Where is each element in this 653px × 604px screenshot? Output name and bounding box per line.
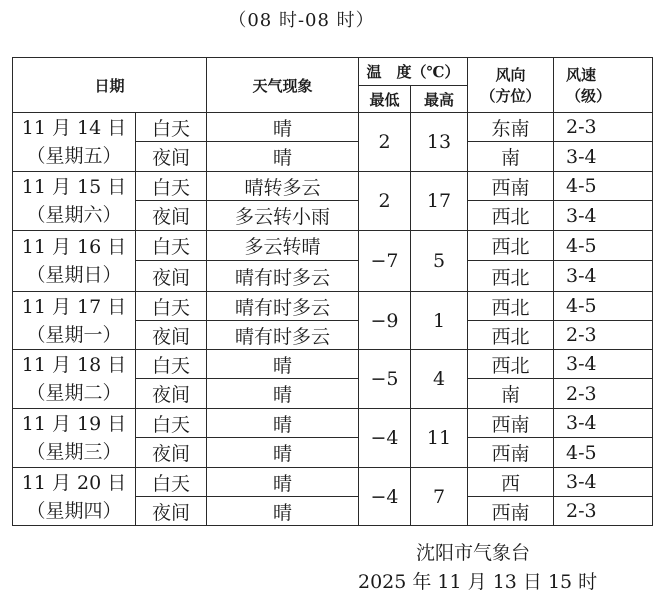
weekday-text: （星期一） xyxy=(26,323,122,346)
night-wind-speed: 2-3 xyxy=(554,497,653,526)
table-subtitle: （08 时-08 时） xyxy=(228,10,375,31)
temp-low: 2 xyxy=(359,172,411,231)
forecast-body xyxy=(13,113,653,526)
period-night-label: 夜间 xyxy=(136,497,207,526)
day-wind-speed: 3-4 xyxy=(554,468,653,497)
weekday-text: （星期二） xyxy=(26,382,122,404)
day-wind-direction: 西 xyxy=(468,468,554,497)
night-wind-speed: 3-4 xyxy=(554,201,653,231)
night-wind-speed: 4-5 xyxy=(554,438,653,468)
header-wind-direction xyxy=(468,58,554,113)
day-wind-direction: 西南 xyxy=(468,172,554,201)
temp-low: −9 xyxy=(359,292,411,350)
date-cell xyxy=(13,172,136,231)
header-wind-direction-label: 风向 xyxy=(495,66,526,84)
day-weather: 晴 xyxy=(207,409,359,438)
night-weather: 晴 xyxy=(207,438,359,468)
night-wind-direction: 南 xyxy=(468,142,554,172)
header-temp-low: 最低 xyxy=(359,86,411,113)
night-weather: 晴 xyxy=(207,379,359,409)
day-row xyxy=(13,468,653,497)
day-wind-direction: 西北 xyxy=(468,292,554,321)
night-wind-direction: 南 xyxy=(468,379,554,409)
issue-time: 2025 年 11 月 13 日 15 时 xyxy=(358,571,598,593)
day-wind-direction: 西北 xyxy=(468,231,554,261)
day-row xyxy=(13,231,653,261)
temp-high: 7 xyxy=(411,468,468,526)
date-text: 11 月 16 日 xyxy=(21,236,127,258)
header-temp-high: 最高 xyxy=(411,86,468,113)
day-row xyxy=(13,292,653,321)
temp-high: 11 xyxy=(411,409,468,468)
header-temperature: 温 度（℃） xyxy=(359,58,468,86)
temp-high: 4 xyxy=(411,350,468,409)
temp-high: 17 xyxy=(411,172,468,231)
header-wind-speed-sub: （级） xyxy=(566,87,612,105)
weekday-text: （星期六） xyxy=(26,204,122,226)
night-wind-direction: 西北 xyxy=(468,261,554,292)
day-row xyxy=(13,350,653,379)
night-weather: 晴有时多云 xyxy=(207,321,359,350)
day-weather: 晴 xyxy=(207,113,359,142)
day-weather: 晴 xyxy=(207,468,359,497)
weekday-text: （星期五） xyxy=(26,145,122,167)
day-row xyxy=(13,172,653,201)
temp-low: −4 xyxy=(359,409,411,468)
date-cell xyxy=(13,350,136,409)
period-night-label: 夜间 xyxy=(136,201,207,231)
date-text: 11 月 20 日 xyxy=(21,471,127,494)
day-wind-speed: 2-3 xyxy=(554,113,653,142)
period-night-label: 夜间 xyxy=(136,438,207,468)
date-text: 11 月 18 日 xyxy=(21,354,127,376)
night-wind-speed: 3-4 xyxy=(554,261,653,292)
period-day-label: 白天 xyxy=(136,292,207,321)
weekday-text: （星期三） xyxy=(26,441,122,463)
night-wind-direction: 西北 xyxy=(468,201,554,231)
date-cell xyxy=(13,231,136,292)
date-cell xyxy=(13,292,136,350)
header-date: 日期 xyxy=(13,58,207,113)
period-night-label: 夜间 xyxy=(136,321,207,350)
day-wind-speed: 4-5 xyxy=(554,172,653,201)
day-wind-speed: 3-4 xyxy=(554,350,653,379)
night-wind-direction: 西北 xyxy=(468,321,554,350)
header-wind-direction-sub: （方位） xyxy=(480,87,541,105)
header-weather: 天气现象 xyxy=(207,58,359,113)
night-weather: 晴 xyxy=(207,497,359,526)
period-day-label: 白天 xyxy=(136,113,207,142)
weekday-text: （星期四） xyxy=(26,499,122,522)
period-day-label: 白天 xyxy=(136,350,207,379)
date-cell xyxy=(13,468,136,526)
period-day-label: 白天 xyxy=(136,172,207,201)
temp-low: −4 xyxy=(359,468,411,526)
temp-low: 2 xyxy=(359,113,411,172)
night-wind-speed: 3-4 xyxy=(554,142,653,172)
header-wind-speed xyxy=(554,58,653,113)
night-wind-speed: 2-3 xyxy=(554,379,653,409)
night-wind-speed: 2-3 xyxy=(554,321,653,350)
day-weather: 晴 xyxy=(207,350,359,379)
temp-low: −7 xyxy=(359,231,411,292)
period-night-label: 夜间 xyxy=(136,261,207,292)
date-text: 11 月 14 日 xyxy=(21,117,127,139)
issuing-organization: 沈阳市气象台 xyxy=(416,542,531,564)
night-weather: 晴有时多云 xyxy=(207,261,359,292)
day-wind-speed: 4-5 xyxy=(554,292,653,321)
temp-high: 1 xyxy=(411,292,468,350)
period-night-label: 夜间 xyxy=(136,142,207,172)
day-wind-direction: 西北 xyxy=(468,350,554,379)
day-wind-direction: 西南 xyxy=(468,409,554,438)
day-wind-speed: 3-4 xyxy=(554,409,653,438)
forecast-table xyxy=(12,57,653,526)
day-wind-speed: 4-5 xyxy=(554,231,653,261)
night-weather: 多云转小雨 xyxy=(207,201,359,231)
period-day-label: 白天 xyxy=(136,231,207,261)
date-text: 11 月 15 日 xyxy=(21,176,127,198)
date-text: 11 月 19 日 xyxy=(21,413,127,435)
day-weather: 晴转多云 xyxy=(207,172,359,201)
weekday-text: （星期日） xyxy=(26,264,122,286)
day-weather: 多云转晴 xyxy=(207,231,359,261)
period-night-label: 夜间 xyxy=(136,379,207,409)
night-wind-direction: 西南 xyxy=(468,438,554,468)
date-cell xyxy=(13,113,136,172)
night-wind-direction: 西南 xyxy=(468,497,554,526)
period-day-label: 白天 xyxy=(136,409,207,438)
day-weather: 晴有时多云 xyxy=(207,292,359,321)
day-row xyxy=(13,113,653,142)
temp-high: 5 xyxy=(411,231,468,292)
night-weather: 晴 xyxy=(207,142,359,172)
temp-low: −5 xyxy=(359,350,411,409)
day-row xyxy=(13,409,653,438)
day-wind-direction: 东南 xyxy=(468,113,554,142)
temp-high: 13 xyxy=(411,113,468,172)
date-cell xyxy=(13,409,136,468)
header-wind-speed-label: 风速 xyxy=(566,66,597,84)
date-text: 11 月 17 日 xyxy=(21,295,127,318)
period-day-label: 白天 xyxy=(136,468,207,497)
